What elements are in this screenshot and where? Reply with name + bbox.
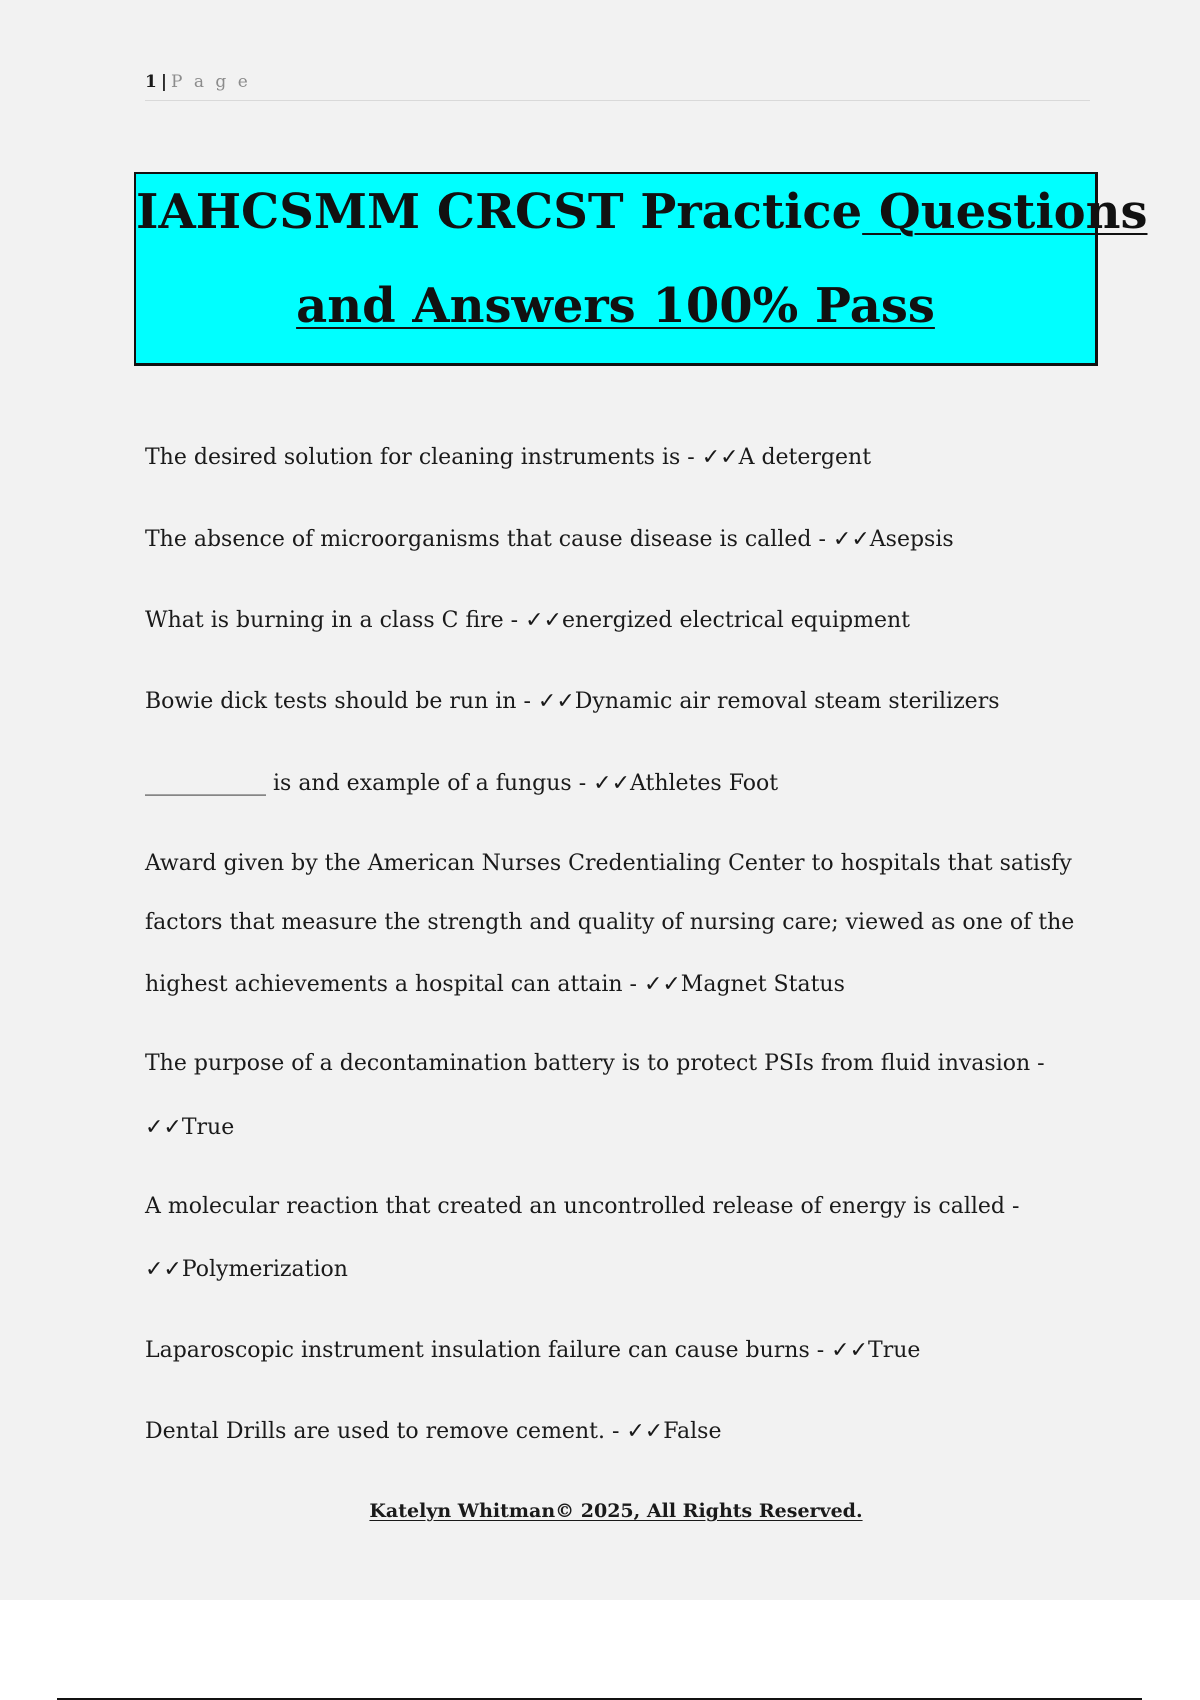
title-banner bbox=[134, 172, 1148, 366]
qa-line: Dental Drills are used to remove cement. - ✓✓False bbox=[145, 1419, 722, 1444]
qa-line: ✓✓Polymerization bbox=[145, 1257, 348, 1282]
qa-line: The absence of microorganisms that cause disease is called - ✓✓Asepsis bbox=[145, 527, 954, 552]
page-separator: | bbox=[160, 72, 168, 92]
qa-line: highest achievements a hospital can attain - ✓✓Magnet Status bbox=[145, 972, 845, 997]
qa-line: ___________ is and example of a fungus - ✓✓Athletes Foot bbox=[145, 771, 779, 796]
title-line-2-text: and Answers 100% Pass bbox=[296, 278, 935, 334]
title-line-1-underlined: Questions bbox=[862, 184, 1148, 240]
title-line-1 bbox=[136, 184, 1148, 240]
qa-line: The desired solution for cleaning instruments is - ✓✓A detergent bbox=[145, 445, 872, 470]
page-number: 1 bbox=[145, 72, 157, 92]
qa-line: Award given by the American Nurses Credentialing Center to hospitals that satisfy bbox=[145, 851, 1072, 876]
qa-line: What is burning in a class C fire - ✓✓energized electrical equipment bbox=[145, 608, 911, 633]
copyright-text: Katelyn Whitman© 2025, All Rights Reserved. bbox=[369, 1500, 863, 1522]
qa-line: Bowie dick tests should be run in - ✓✓Dynamic air removal steam sterilizers bbox=[145, 689, 1000, 714]
qa-line: ✓✓True bbox=[145, 1115, 235, 1140]
copyright-footer bbox=[0, 1500, 1200, 1522]
qa-line: factors that measure the strength and quality of nursing care; viewed as one of the bbox=[145, 910, 1075, 935]
title-line-1-text: IAHCSMM CRCST Practice bbox=[136, 184, 863, 240]
title-line-2 bbox=[136, 280, 1095, 332]
qa-line: A molecular reaction that created an uncontrolled release of energy is called - bbox=[145, 1194, 1020, 1219]
page-header bbox=[145, 72, 1090, 101]
qa-line: Laparoscopic instrument insulation failure can cause burns - ✓✓True bbox=[145, 1338, 921, 1363]
page-label: P a g e bbox=[171, 72, 251, 92]
qa-line: The purpose of a decontamination battery is to protect PSIs from fluid invasion - bbox=[145, 1051, 1045, 1076]
